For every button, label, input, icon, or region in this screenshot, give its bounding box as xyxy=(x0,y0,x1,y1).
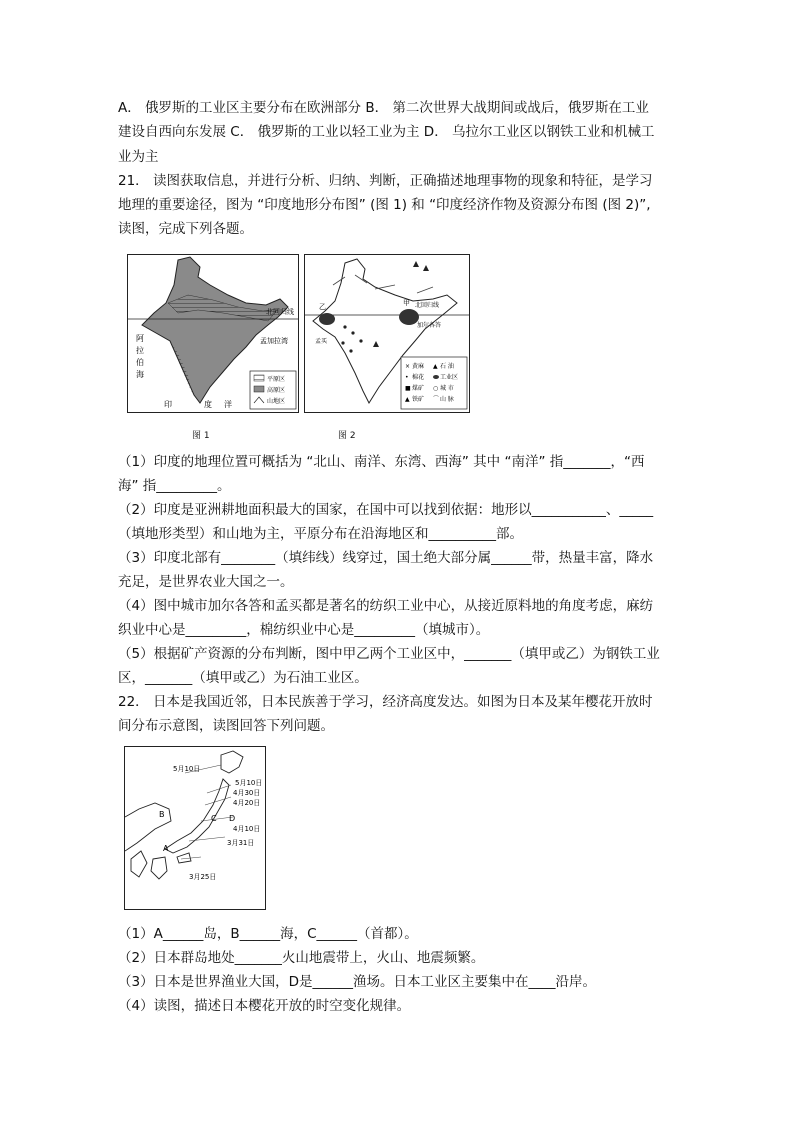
cotton-symbol xyxy=(343,325,346,328)
legend-industrial: 工业区 xyxy=(440,374,459,381)
q21-p5-line-1: （5）根据矿产资源的分布判断，图中甲乙两个工业区中，_______（填甲或乙）为钢铁工业 xyxy=(118,646,660,662)
kyushu-island xyxy=(151,857,167,879)
date-label-5-10-a: 5月10日 xyxy=(173,765,201,773)
jia-label: 甲 xyxy=(403,299,410,307)
cotton-symbol xyxy=(341,341,344,344)
india-resources-map xyxy=(304,254,470,413)
date-label-4-20: 4月20日 xyxy=(233,799,261,807)
sea-label-3: 伯 xyxy=(136,358,144,367)
svg-text:○: ○ xyxy=(433,385,439,392)
fig1-caption: 图 1 xyxy=(192,431,210,441)
india-terrain-map xyxy=(127,254,299,413)
legend-cotton: 棉花 xyxy=(412,374,425,381)
ocean-label-2: 度 xyxy=(204,400,212,409)
iron-ore-symbol xyxy=(413,261,419,267)
legend-coal: 煤矿 xyxy=(412,385,425,392)
cotton-symbol xyxy=(349,349,352,352)
svg-text:×: × xyxy=(405,363,411,370)
hokkaido-island xyxy=(221,751,243,773)
label-C: C xyxy=(211,814,217,823)
date-label-5-10-b: 5月10日 xyxy=(235,779,263,787)
iron-ore-symbol xyxy=(423,265,429,271)
q21-p1-line-1: （1）印度的地理位置可概括为 “北山、南洋、东湾、西海” 其中 “南洋” 指_______，“西 xyxy=(118,454,645,470)
q22-intro-2: 间分布示意图，读图回答下列问题。 xyxy=(118,718,334,734)
svg-text:⌒: ⌒ xyxy=(433,396,440,403)
bay-label: 孟加拉湾 xyxy=(260,337,288,345)
date-label-4-10: 4月10日 xyxy=(233,825,261,833)
q21-p3-line-1: （3）印度北部有________（填纬线）线穿过，国土绝大部分属______带，热量丰富，降水 xyxy=(118,550,654,566)
q21-intro-1: 21． 读图获取信息，并进行分析、归纳、判断，正确描述地理事物的现象和特征，是学习 xyxy=(118,173,653,189)
sea-label-1: 阿 xyxy=(136,334,144,343)
ocean-label-1: 印 xyxy=(164,400,172,409)
legend-plain-swatch xyxy=(254,375,264,381)
label-A: A xyxy=(163,844,169,853)
q22-p2: （2）日本群岛地处_______火山地震带上，火山、地震频繁。 xyxy=(118,950,485,966)
industrial-zone-jia xyxy=(399,309,419,325)
q21-p3-line-2: 充足，是世界农业大国之一。 xyxy=(118,574,294,590)
date-label-3-31: 3月31日 xyxy=(227,839,255,847)
legend-mountain: 山地区 xyxy=(267,398,286,405)
fig2-caption: 图 2 xyxy=(338,431,356,441)
industrial-zone-yi xyxy=(319,313,335,325)
tropic-label: 北回归线 xyxy=(266,308,294,316)
sea-label-2: 拉 xyxy=(136,346,144,355)
date-label-4-30: 4月30日 xyxy=(233,789,261,797)
q21-p1-line-2: 海” 指_________。 xyxy=(118,478,231,494)
date-label-3-25: 3月25日 xyxy=(189,873,217,881)
q21-p2-line-1: （2）印度是亚洲耕地面积最大的国家，在国中可以找到依据：地形以___________、_____ xyxy=(118,502,654,518)
cotton-symbol xyxy=(359,339,362,342)
q21-intro-3: 读图，完成下列各题。 xyxy=(118,221,253,237)
legend-mountain-2: 山 脉 xyxy=(440,396,454,403)
tropic-label-2: 北回归线 xyxy=(415,302,440,309)
label-B: B xyxy=(159,810,165,819)
honshu-island xyxy=(165,779,229,853)
legend-plain: 平原区 xyxy=(267,376,286,383)
sea-label-4: 海 xyxy=(136,370,144,379)
q20-line-2: 建设自西向东发展 C． 俄罗斯的工业以轻工业为主 D． 乌拉尔工业区以钢铁工业和机械工 xyxy=(118,124,655,140)
svg-text:▲: ▲ xyxy=(405,396,410,403)
q22-p4: （4）读图，描述日本樱花开放的时空变化规律。 xyxy=(118,998,411,1014)
q21-p2-line-2: （填地形类型）和山地为主，平原分布在沿海地区和__________部。 xyxy=(118,526,523,542)
label-D: D xyxy=(229,814,236,823)
korea-peninsula xyxy=(131,851,147,877)
q21-p4-line-1: （4）图中城市加尔各答和孟买都是著名的纺织工业中心，从接近原料地的角度考虑，麻纺 xyxy=(118,598,654,614)
legend-oil: 石 油 xyxy=(440,363,454,370)
q22-p1: （1）A______岛，B______海，C______（首都）。 xyxy=(118,926,418,942)
svg-text:■: ■ xyxy=(405,385,411,392)
legend-city: 城 市 xyxy=(440,385,454,392)
legend-plateau: 高原区 xyxy=(267,387,286,394)
svg-text:•: • xyxy=(405,374,409,381)
cotton-symbol xyxy=(351,331,354,334)
legend-plateau-swatch xyxy=(254,386,264,392)
svg-text:▲: ▲ xyxy=(433,363,438,370)
q20-line-1: A． 俄罗斯的工业区主要分布在欧洲部分 B． 第二次世界大战期间或战后，俄罗斯在工业 xyxy=(118,100,649,116)
japan-map-svg xyxy=(125,747,265,909)
mumbai-label: 孟买 xyxy=(315,338,328,345)
japan-cherry-blossom-map xyxy=(124,746,266,910)
q20-line-3: 业为主 xyxy=(118,149,159,165)
india-resources-map-svg xyxy=(305,255,469,412)
kolkata-label: 加尔各答 xyxy=(417,322,442,329)
q21-p5-line-2: 区，_______（填甲或乙）为石油工业区。 xyxy=(118,670,368,686)
yi-label: 乙 xyxy=(319,303,326,311)
q22-intro-1: 22． 日本是我国近邻，日本民族善于学习，经济高度发达。如图为日本及某年樱花开放时 xyxy=(118,694,653,710)
q22-p3: （3）日本是世界渔业大国，D是______渔场。日本工业区主要集中在____沿岸。 xyxy=(118,974,596,990)
q21-intro-2: 地理的重要途径，图为 “印度地形分布图” (图 1) 和 “印度经济作物及资源分布图 (图 2)”, xyxy=(118,197,651,213)
ocean-label-3: 洋 xyxy=(224,400,232,409)
q21-p4-line-2: 织业中心是_________，棉纺织业中心是_________（填城市）。 xyxy=(118,622,490,638)
legend-iron: 铁矿 xyxy=(412,396,425,403)
legend-jute: 黄麻 xyxy=(412,363,425,370)
india-terrain-map-svg xyxy=(128,255,298,412)
